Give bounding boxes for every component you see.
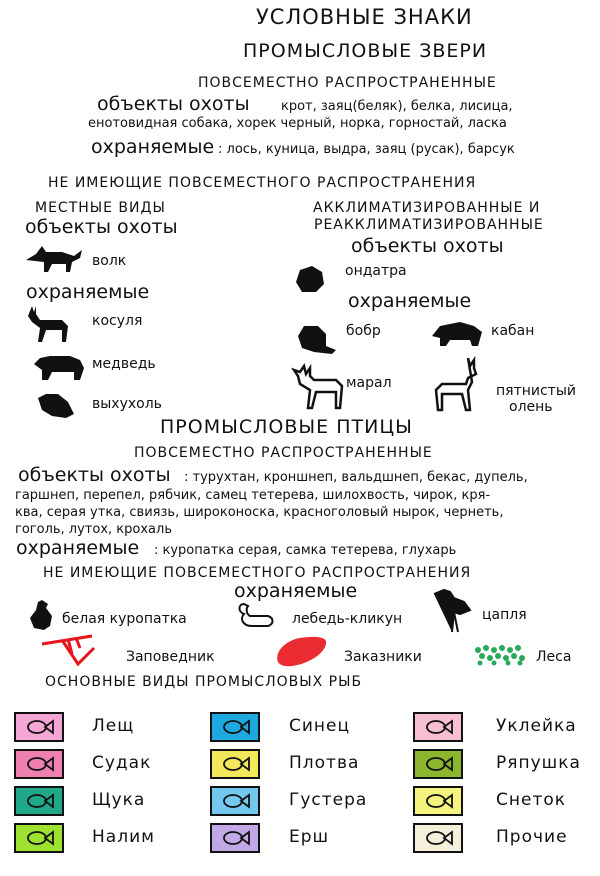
beaver-label: бобр <box>346 323 381 339</box>
fish-swatch <box>413 786 463 816</box>
roe-deer-label: косуля <box>92 313 143 329</box>
desman-icon <box>34 388 78 422</box>
fish-swatch <box>210 786 260 816</box>
fish-label: Густера <box>289 790 368 810</box>
boar-label: кабан <box>491 323 535 339</box>
birds-protected-label-2: охраняемые <box>234 580 358 602</box>
fish-icon <box>222 755 250 773</box>
fish-icon <box>26 792 54 810</box>
page-title: УСЛОВНЫЕ ЗНАКИ <box>256 5 473 29</box>
birds-game-list-3: ква, серая утка, свиязь, широконоска, красноголовый нырок, чернеть, <box>15 505 504 520</box>
fish-swatch <box>413 823 463 853</box>
desman-label: выхухоль <box>92 396 162 412</box>
fish-label: Ряпушка <box>496 753 581 773</box>
fish-label: Щука <box>92 790 146 810</box>
muskrat-label: ондатра <box>345 263 407 279</box>
fish-icon <box>222 792 250 810</box>
fish-swatch <box>14 712 64 742</box>
birds-protected-list: : куропатка серая, самка тетерева, глухарь <box>154 543 457 558</box>
fish-icon <box>26 755 54 773</box>
fish-icon <box>26 829 54 847</box>
birds-widespread-heading: ПОВСЕМЕСТНО РАСПРОСТРАНЕННЫЕ <box>134 445 433 461</box>
boar-icon <box>430 318 484 348</box>
fish-heading: ОСНОВНЫЕ ВИДЫ ПРОМЫСЛОВЫХ РЫБ <box>45 674 363 690</box>
fish-label: Синец <box>289 716 351 736</box>
roe-deer-icon <box>22 302 74 344</box>
mammals-widespread-heading: ПОВСЕМЕСТНО РАСПРОСТРАНЕННЫЕ <box>198 75 497 91</box>
fish-label: Судак <box>92 753 152 773</box>
bear-label: медведь <box>92 356 156 372</box>
acclimatized-game-label: объекты охоты <box>351 235 504 257</box>
beaver-icon <box>294 322 338 356</box>
mammals-game-list-2: енотовидная собака, хорек черный, норка, горностай, ласка <box>88 116 507 131</box>
local-heading: МЕСТНЫЕ ВИДЫ <box>35 200 166 216</box>
fish-swatch <box>210 749 260 779</box>
fish-swatch <box>210 712 260 742</box>
reserve-label: Заповедник <box>126 649 215 665</box>
local-game-label: объекты охоты <box>25 216 178 238</box>
mammals-not-widespread-heading: НЕ ИМЕЮЩИЕ ПОВСЕМЕСТНОГО РАСПРОСТРАНЕНИЯ <box>48 175 477 191</box>
fish-label: Прочие <box>496 827 568 847</box>
birds-protected-label: охраняемые <box>16 537 140 559</box>
fish-swatch <box>14 749 64 779</box>
bear-icon <box>30 350 86 382</box>
swan-label: лебедь-кликун <box>292 611 403 627</box>
sanctuary-label: Заказники <box>344 649 422 665</box>
sanctuary-icon <box>272 632 332 668</box>
fish-label: Ерш <box>289 827 330 847</box>
birds-heading: ПРОМЫСЛОВЫЕ ПТИЦЫ <box>160 416 413 438</box>
fish-icon <box>425 718 453 736</box>
fish-icon <box>425 755 453 773</box>
fish-swatch <box>210 823 260 853</box>
acclimatized-heading-1: АККЛИМАТИЗИРОВАННЫЕ И <box>313 200 541 216</box>
reserve-icon <box>38 632 96 668</box>
fish-icon <box>222 829 250 847</box>
sika-deer-label-1: пятнистый <box>496 383 576 399</box>
fish-icon <box>425 829 453 847</box>
mammals-heading: ПРОМЫСЛОВЫЕ ЗВЕРИ <box>243 40 488 62</box>
birds-game-list-2: гаршнеп, перепел, рябчик, самец тетерева, шилохвость, чирок, кря- <box>15 488 491 503</box>
birds-game-list-4: гоголь, лутох, крохаль <box>15 522 172 537</box>
birds-game-list-1: : турухтан, кроншнеп, вальдшнеп, бекас, дупель, <box>184 470 528 485</box>
heron-icon <box>430 584 474 634</box>
mammals-protected-label: охраняемые <box>91 136 215 158</box>
forest-icon <box>470 640 532 668</box>
swan-icon <box>236 600 276 630</box>
local-protected-label: охраняемые <box>26 281 150 303</box>
ptarmigan-icon <box>26 598 56 632</box>
fish-label: Уклейка <box>496 716 577 736</box>
fish-label: Налим <box>92 827 155 847</box>
fish-label: Лещ <box>92 716 135 736</box>
wolf-label: волк <box>92 253 127 269</box>
mammals-game-label: объекты охоты <box>97 93 250 115</box>
birds-not-widespread-heading: НЕ ИМЕЮЩИЕ ПОВСЕМЕСТНОГО РАСПРОСТРАНЕНИЯ <box>43 565 472 581</box>
sika-deer-icon <box>428 354 484 412</box>
fish-label: Снеток <box>496 790 567 810</box>
fish-swatch <box>413 712 463 742</box>
fish-swatch <box>14 786 64 816</box>
fish-icon <box>26 718 54 736</box>
fish-icon <box>222 718 250 736</box>
muskrat-icon <box>290 262 330 296</box>
acclimatized-protected-label: охраняемые <box>348 290 472 312</box>
heron-label: цапля <box>482 607 527 623</box>
mammals-protected-list: : лось, куница, выдра, заяц (русак), барсук <box>218 142 515 157</box>
wolf-icon <box>22 240 86 276</box>
forest-label: Леса <box>536 649 572 665</box>
fish-swatch <box>14 823 64 853</box>
maral-label: марал <box>346 375 392 391</box>
ptarmigan-label: белая куропатка <box>62 611 187 627</box>
fish-icon <box>425 792 453 810</box>
maral-icon <box>290 362 346 410</box>
sika-deer-label-2: олень <box>509 399 553 415</box>
mammals-game-list-1: крот, заяц(беляк), белка, лисица, <box>281 99 513 114</box>
fish-label: Плотва <box>289 753 360 773</box>
fish-swatch <box>413 749 463 779</box>
birds-game-label: объекты охоты <box>18 464 171 486</box>
acclimatized-heading-2: РЕАККЛИМАТИЗИРОВАННЫЕ <box>314 217 544 233</box>
